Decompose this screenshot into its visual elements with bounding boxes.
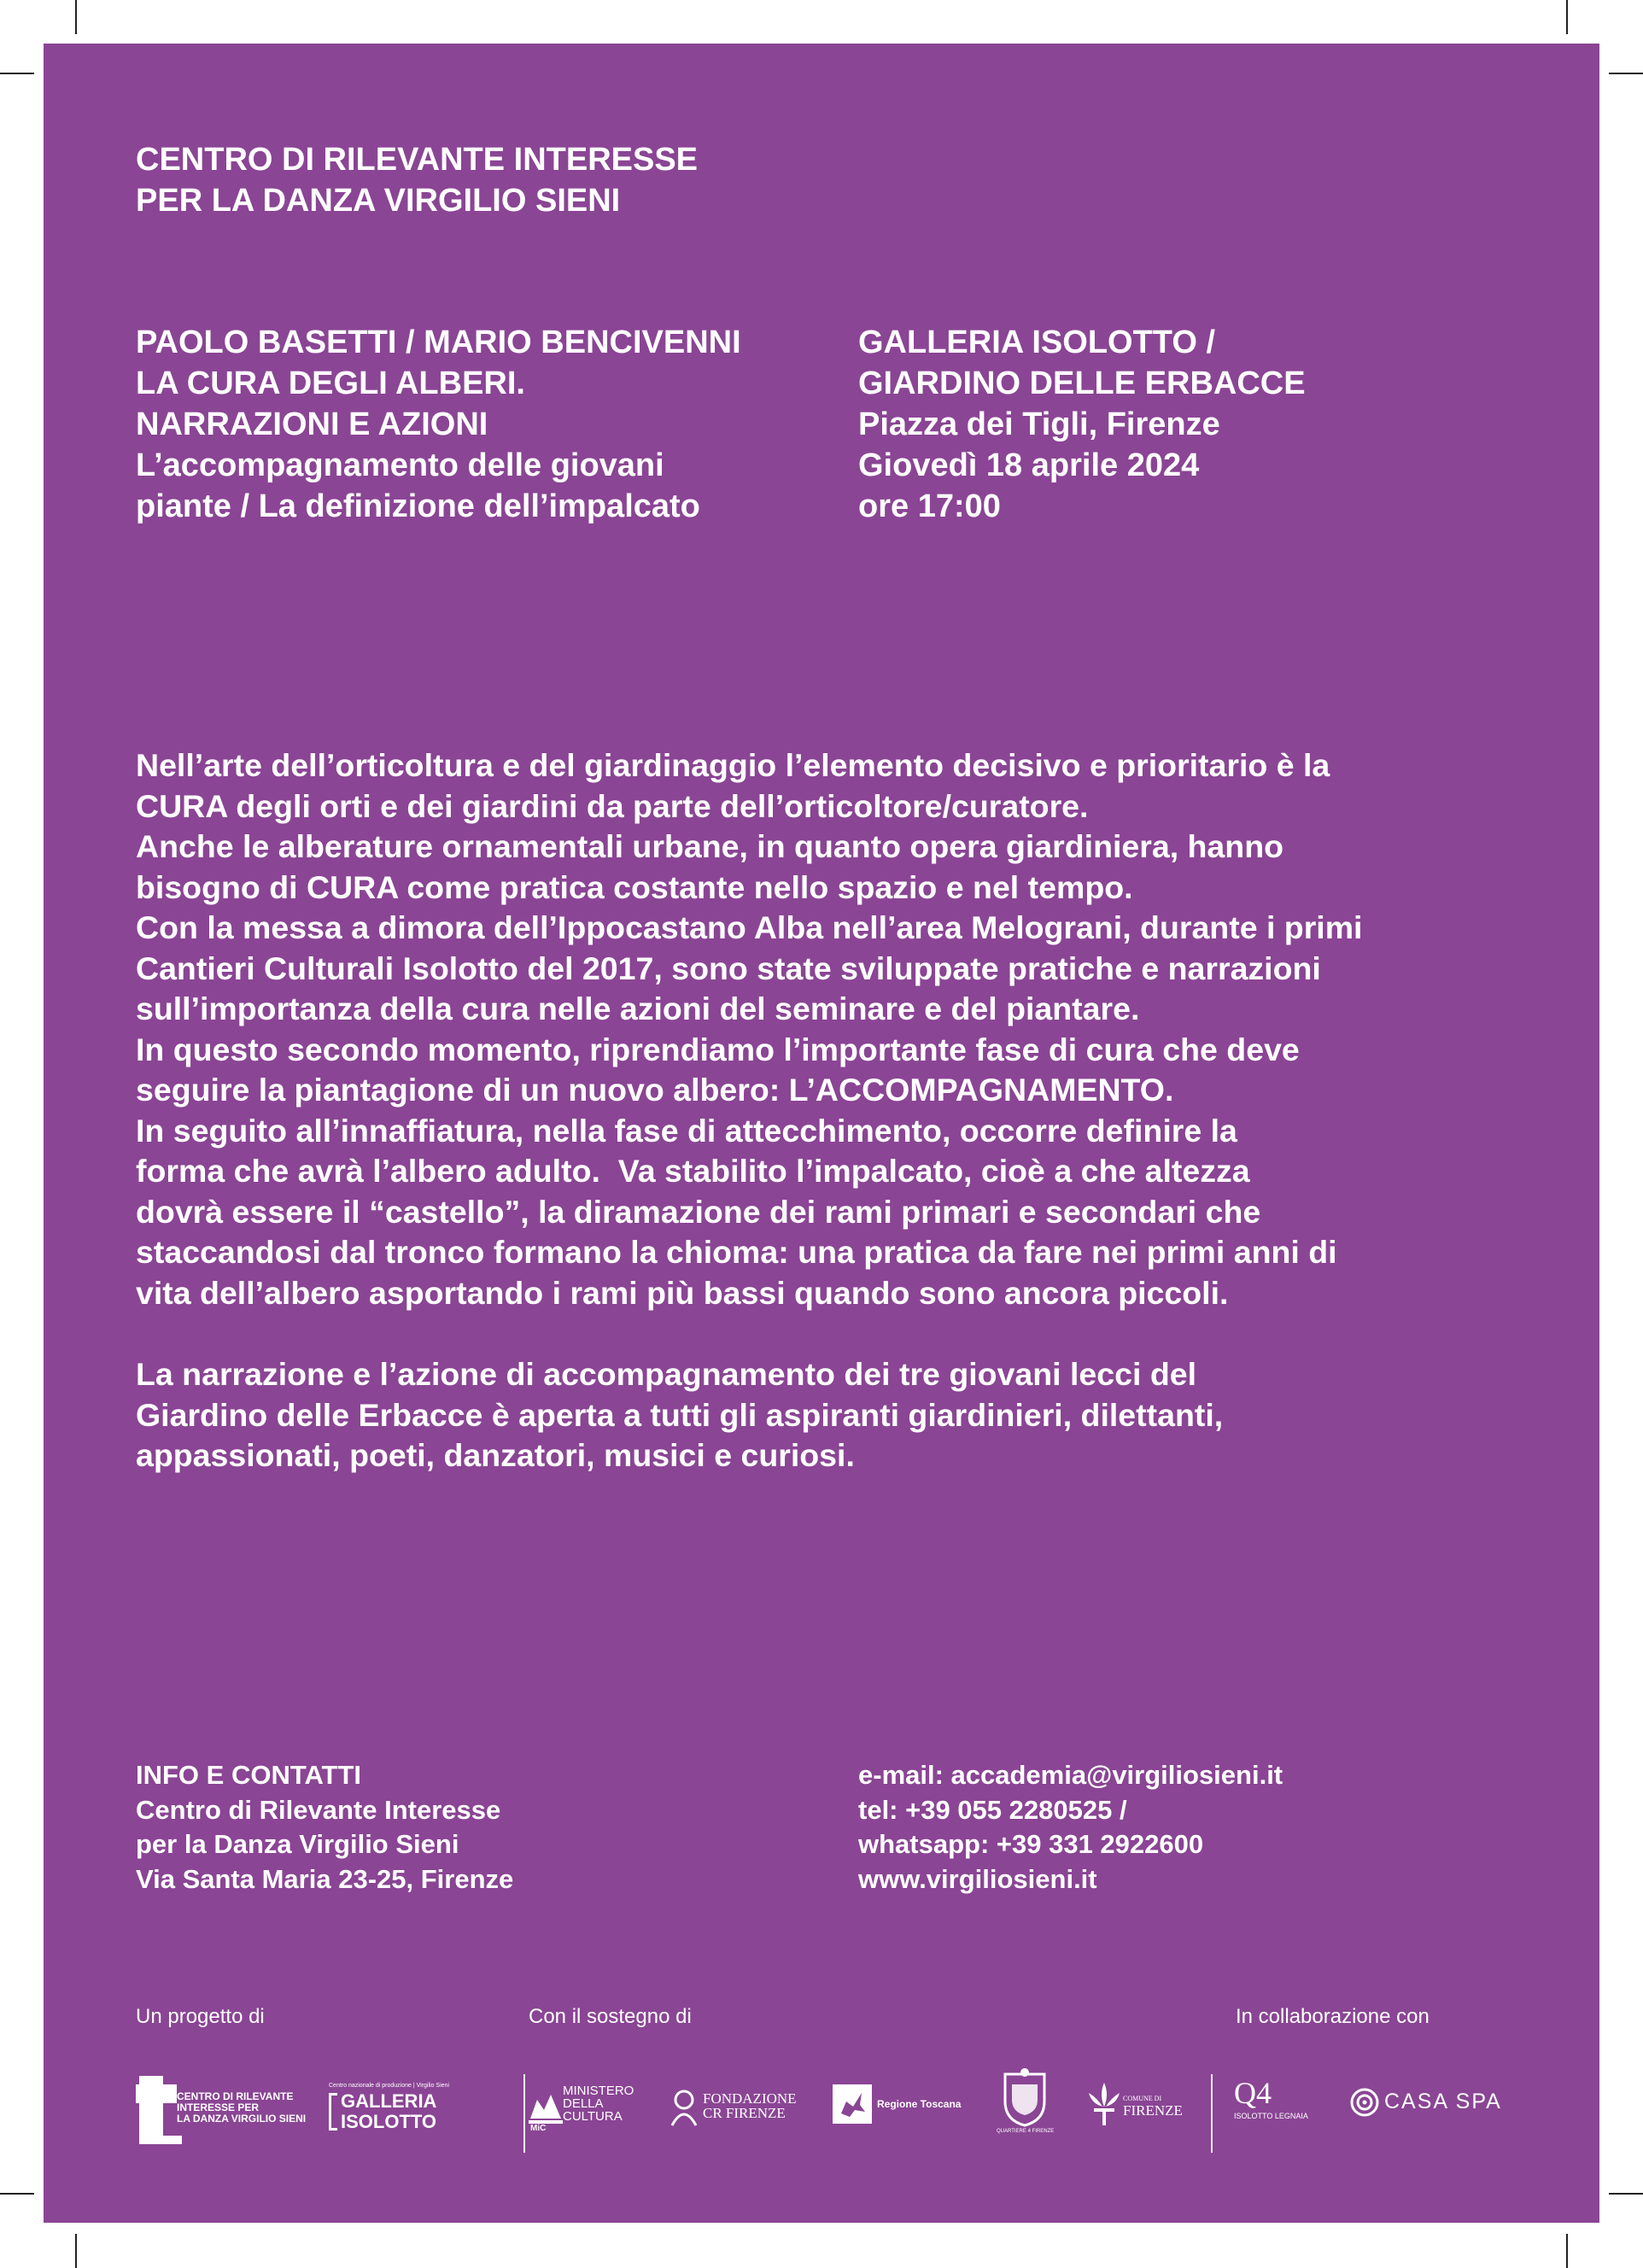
info-line: Centro di Rilevante Interesse — [136, 1794, 501, 1825]
comune-logo-small: COMUNE DI — [1123, 2095, 1162, 2102]
body-line: appassionati, poeti, danzatori, musici e curiosi. — [136, 1437, 855, 1473]
credit-collab-label: In collaborazione con — [1236, 2005, 1430, 2028]
event-date: Giovedì 18 aprile 2024 — [858, 447, 1200, 483]
galleria-tagline: Centro nazionale di produzione | Virgilio Sieni — [329, 2083, 449, 2089]
fondazione-logo-line: CR FIRENZE — [703, 2105, 786, 2121]
regione-pegasus-icon — [833, 2084, 872, 2124]
q4-mark: Q4 — [1234, 2076, 1272, 2110]
body-line: In questo secondo momento, riprendiamo l’importante fase di cura che deve — [136, 1031, 1300, 1067]
body-line: Con la messa a dimora dell’Ippocastano Alba nell’area Melograni, durante i primi — [136, 909, 1363, 945]
fondazione-cr-firenze-logo — [667, 2083, 795, 2134]
mic-label: MiC — [530, 2124, 547, 2133]
centro-logo-line: LA DANZA VIRGILIO SIENI — [177, 2113, 307, 2125]
crop-mark-top-left-h — [0, 73, 34, 74]
comune-logo-name: FIRENZE — [1123, 2102, 1183, 2119]
ministero-cultura-logo — [529, 2083, 634, 2134]
organization-heading — [136, 139, 698, 221]
quartiere-crest-logo — [997, 2067, 1055, 2141]
regione-label: Regione Toscana — [877, 2098, 962, 2110]
comune-firenze-logo — [1087, 2081, 1207, 2132]
body-line: seguire la piantagione di un nuovo albero: L’ACCOMPAGNAMENTO. — [136, 1072, 1174, 1108]
credit-support-label: Con il sostegno di — [529, 2005, 692, 2028]
info-line: per la Danza Virgilio Sieni — [136, 1829, 459, 1859]
galleria-logo-line: GALLERIA — [341, 2090, 437, 2112]
event-time: ore 17:00 — [858, 488, 1001, 524]
quartiere-crest-icon — [1000, 2067, 1050, 2127]
event-title: LA CURA DEGLI ALBERI. — [136, 365, 525, 401]
ministero-emblem-icon — [529, 2088, 563, 2125]
org-line-1: CENTRO DI RILEVANTE INTERESSE — [136, 142, 699, 178]
fondazione-emblem-icon — [667, 2086, 701, 2127]
q4-isolotto-legnaia-logo — [1234, 2076, 1336, 2136]
body-line: Nell’arte dell’orticoltura e del giardinaggio l’elemento decisivo e prioritario è la — [136, 747, 1330, 783]
body-line: Giardino delle Erbacce è aperta a tutti gli aspiranti giardinieri, dilettanti, — [136, 1396, 1224, 1433]
body-line: Anche le alberature ornamentali urbane, in quanto opera giardiniera, hanno — [136, 828, 1284, 864]
info-heading: INFO E CONTATTI — [136, 1760, 362, 1790]
contact-details-block — [858, 1758, 1283, 1897]
contact-whatsapp: whatsapp: +39 331 2922600 — [858, 1829, 1204, 1859]
event-title-block — [136, 322, 741, 527]
flyer-sheet — [44, 44, 1599, 2223]
casa-spa-logo — [1350, 2086, 1521, 2124]
contact-email: e-mail: accademia@virgiliosieni.it — [858, 1760, 1283, 1790]
crop-mark-bottom-left-v — [75, 2234, 77, 2268]
contact-website: www.virgiliosieni.it — [858, 1863, 1097, 1894]
event-subtitle: NARRAZIONI E AZIONI — [136, 406, 488, 442]
crop-mark-bottom-right-h — [1609, 2193, 1643, 2195]
paragraph-gap — [136, 1313, 1570, 1354]
body-line: staccandosi dal tronco formano la chioma: una pratica da fare nei primi anni di — [136, 1234, 1337, 1270]
body-line: CURA degli orti e dei giardini da parte dell’orticoltore/curatore. — [136, 787, 1089, 824]
centro-rilevante-logo — [136, 2076, 324, 2144]
body-line: dovrà essere il “castello”, la diramazione dei rami primari e secondari che — [136, 1193, 1261, 1230]
body-line: sull’importanza della cura nelle azioni del seminare e del piantare. — [136, 991, 1140, 1026]
event-authors: PAOLO BASETTI / MARIO BENCIVENNI — [136, 324, 741, 360]
crop-mark-bottom-left-h — [0, 2193, 34, 2195]
body-line: forma che avrà l’albero adulto. Va stabilito l’impalcato, cioè a che altezza — [136, 1153, 1250, 1189]
event-topic-line-2: piante / La definizione dell’impalcato — [136, 488, 700, 524]
event-venue-block — [858, 322, 1306, 527]
ministero-logo-line: CULTURA — [563, 2109, 623, 2124]
ministero-logo-line: MINISTERO — [563, 2084, 634, 2098]
ministero-logo-line: DELLA — [563, 2096, 604, 2111]
crop-mark-top-right-v — [1566, 0, 1568, 34]
regione-toscana-logo — [833, 2081, 978, 2132]
body-line: In seguito all’innaffiatura, nella fase di attecchimento, occorre definire la — [136, 1112, 1237, 1149]
crop-mark-top-right-h — [1609, 73, 1643, 74]
body-line: bisogno di CURA come pratica costante nello spazio e nel tempo. — [136, 868, 1133, 905]
firenze-lily-icon — [1087, 2081, 1121, 2127]
centro-logo-line: CENTRO DI RILEVANTE — [177, 2090, 294, 2102]
casa-spa-icon — [1350, 2088, 1379, 2117]
info-contacts-block — [136, 1758, 513, 1897]
event-topic-line-1: L’accompagnamento delle giovani — [136, 447, 664, 483]
galleria-isolotto-logo — [329, 2083, 448, 2142]
contact-phone: tel: +39 055 2280525 / — [858, 1794, 1127, 1825]
casa-spa-label: CASA SPA — [1384, 2090, 1502, 2113]
quartiere-label: QUARTIERE 4 FIRENZE — [997, 2129, 1055, 2134]
venue-line-1: GALLERIA ISOLOTTO / — [858, 324, 1215, 360]
galleria-logo-line: ISOLOTTO — [341, 2111, 437, 2132]
body-line: vita dell’albero asportando i rami più bassi quando sono ancora piccoli. — [136, 1274, 1229, 1311]
org-line-2: PER LA DANZA VIRGILIO SIENI — [136, 183, 621, 219]
q4-subtitle: ISOLOTTO LEGNAIA — [1234, 2112, 1308, 2120]
logo-separator — [1211, 2074, 1213, 2153]
centro-logo-line: INTERESSE PER — [177, 2101, 260, 2113]
description-body — [136, 745, 1570, 1476]
fondazione-logo-line: FONDAZIONE — [703, 2090, 797, 2107]
credit-project-label: Un progetto di — [136, 2005, 265, 2028]
body-line: Cantieri Culturali Isolotto del 2017, sono state sviluppate pratiche e narrazioni — [136, 950, 1321, 986]
body-line: La narrazione e l’azione di accompagnamento dei tre giovani lecci del — [136, 1356, 1197, 1392]
crop-mark-bottom-right-v — [1566, 2234, 1568, 2268]
venue-line-2: GIARDINO DELLE ERBACCE — [858, 365, 1306, 401]
crop-mark-top-left-v — [75, 0, 77, 34]
info-address: Via Santa Maria 23-25, Firenze — [136, 1863, 514, 1894]
venue-address: Piazza dei Tigli, Firenze — [858, 406, 1220, 442]
logo-separator — [523, 2074, 525, 2153]
